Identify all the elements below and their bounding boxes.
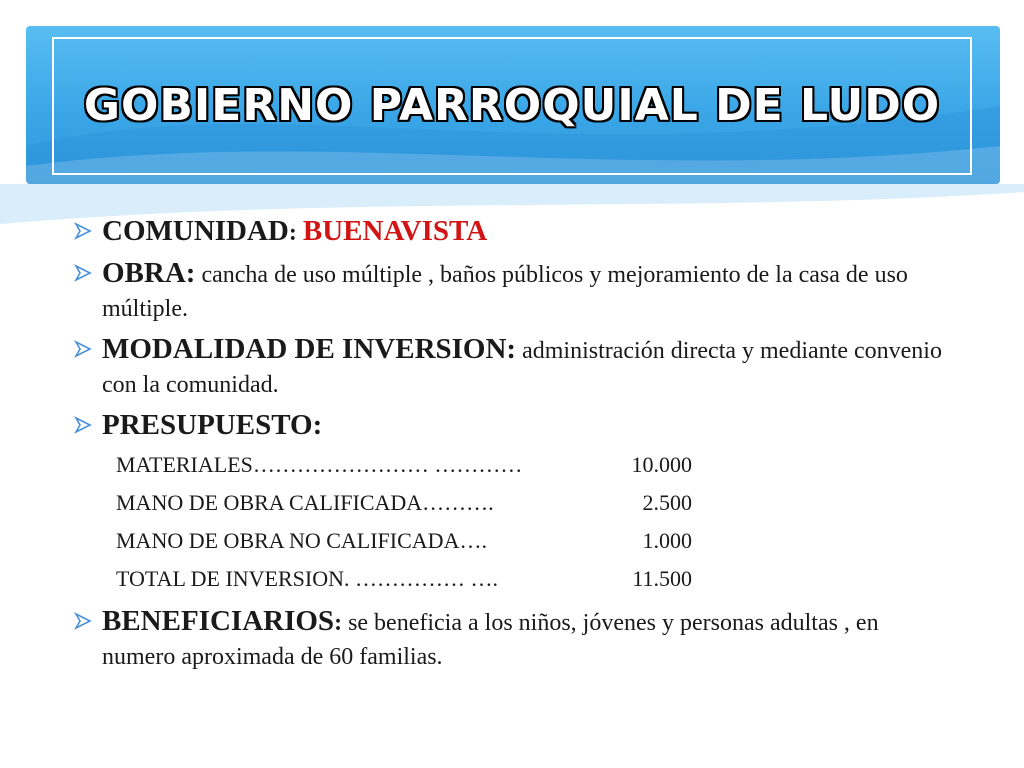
comunidad-label: COMUNIDAD (102, 215, 289, 247)
presupuesto-label: PRESUPUESTO: (102, 409, 323, 441)
budget-row-total (72, 560, 952, 598)
arrow-bullet-icon (74, 416, 92, 434)
bullet-obra (72, 256, 952, 326)
arrow-bullet-icon (74, 264, 92, 282)
budget-total-label: TOTAL DE INVERSION. …………… …. (116, 566, 498, 591)
budget-item-label: MANO DE OBRA NO CALIFICADA…. (116, 528, 487, 553)
budget-item-label: MATERIALES…………………… ………… (116, 452, 523, 477)
slide-content (72, 214, 952, 680)
budget-item-value: 10.000 (631, 452, 692, 477)
budget-row (72, 446, 952, 484)
beneficiarios-colon: : (334, 610, 343, 636)
budget-table (72, 446, 952, 598)
modalidad-label: MODALIDAD DE INVERSION: (102, 333, 517, 365)
budget-item-value: 2.500 (642, 490, 692, 515)
comunidad-colon: : (288, 220, 297, 246)
bullet-modalidad (72, 332, 952, 402)
comunidad-value: BUENAVISTA (302, 215, 488, 247)
budget-total-value: 11.500 (632, 566, 692, 591)
bullet-presupuesto (72, 408, 952, 444)
bullet-beneficiarios (72, 604, 952, 674)
page-title: GOBIERNO PARROQUIAL DE LUDO (83, 80, 941, 131)
obra-text: cancha de uso múltiple , baños públicos y mejoramiento de la casa de uso múltiple. (102, 262, 908, 322)
budget-item-label: MANO DE OBRA CALIFICADA………. (116, 490, 494, 515)
bullet-comunidad (72, 214, 952, 250)
arrow-bullet-icon (74, 612, 92, 630)
obra-label: OBRA: (102, 257, 196, 289)
budget-row (72, 484, 952, 522)
arrow-bullet-icon (74, 340, 92, 358)
budget-item-value: 1.000 (642, 528, 692, 553)
beneficiarios-label: BENEFICIARIOS (102, 605, 335, 637)
budget-row (72, 522, 952, 560)
arrow-bullet-icon (74, 222, 92, 240)
beneficiarios-text: se beneficia a los niños, jóvenes y personas adultas , en numero aproximada de 60 familias. (102, 610, 879, 670)
modalidad-text: administración directa y mediante convenio con la comunidad. (102, 338, 942, 398)
